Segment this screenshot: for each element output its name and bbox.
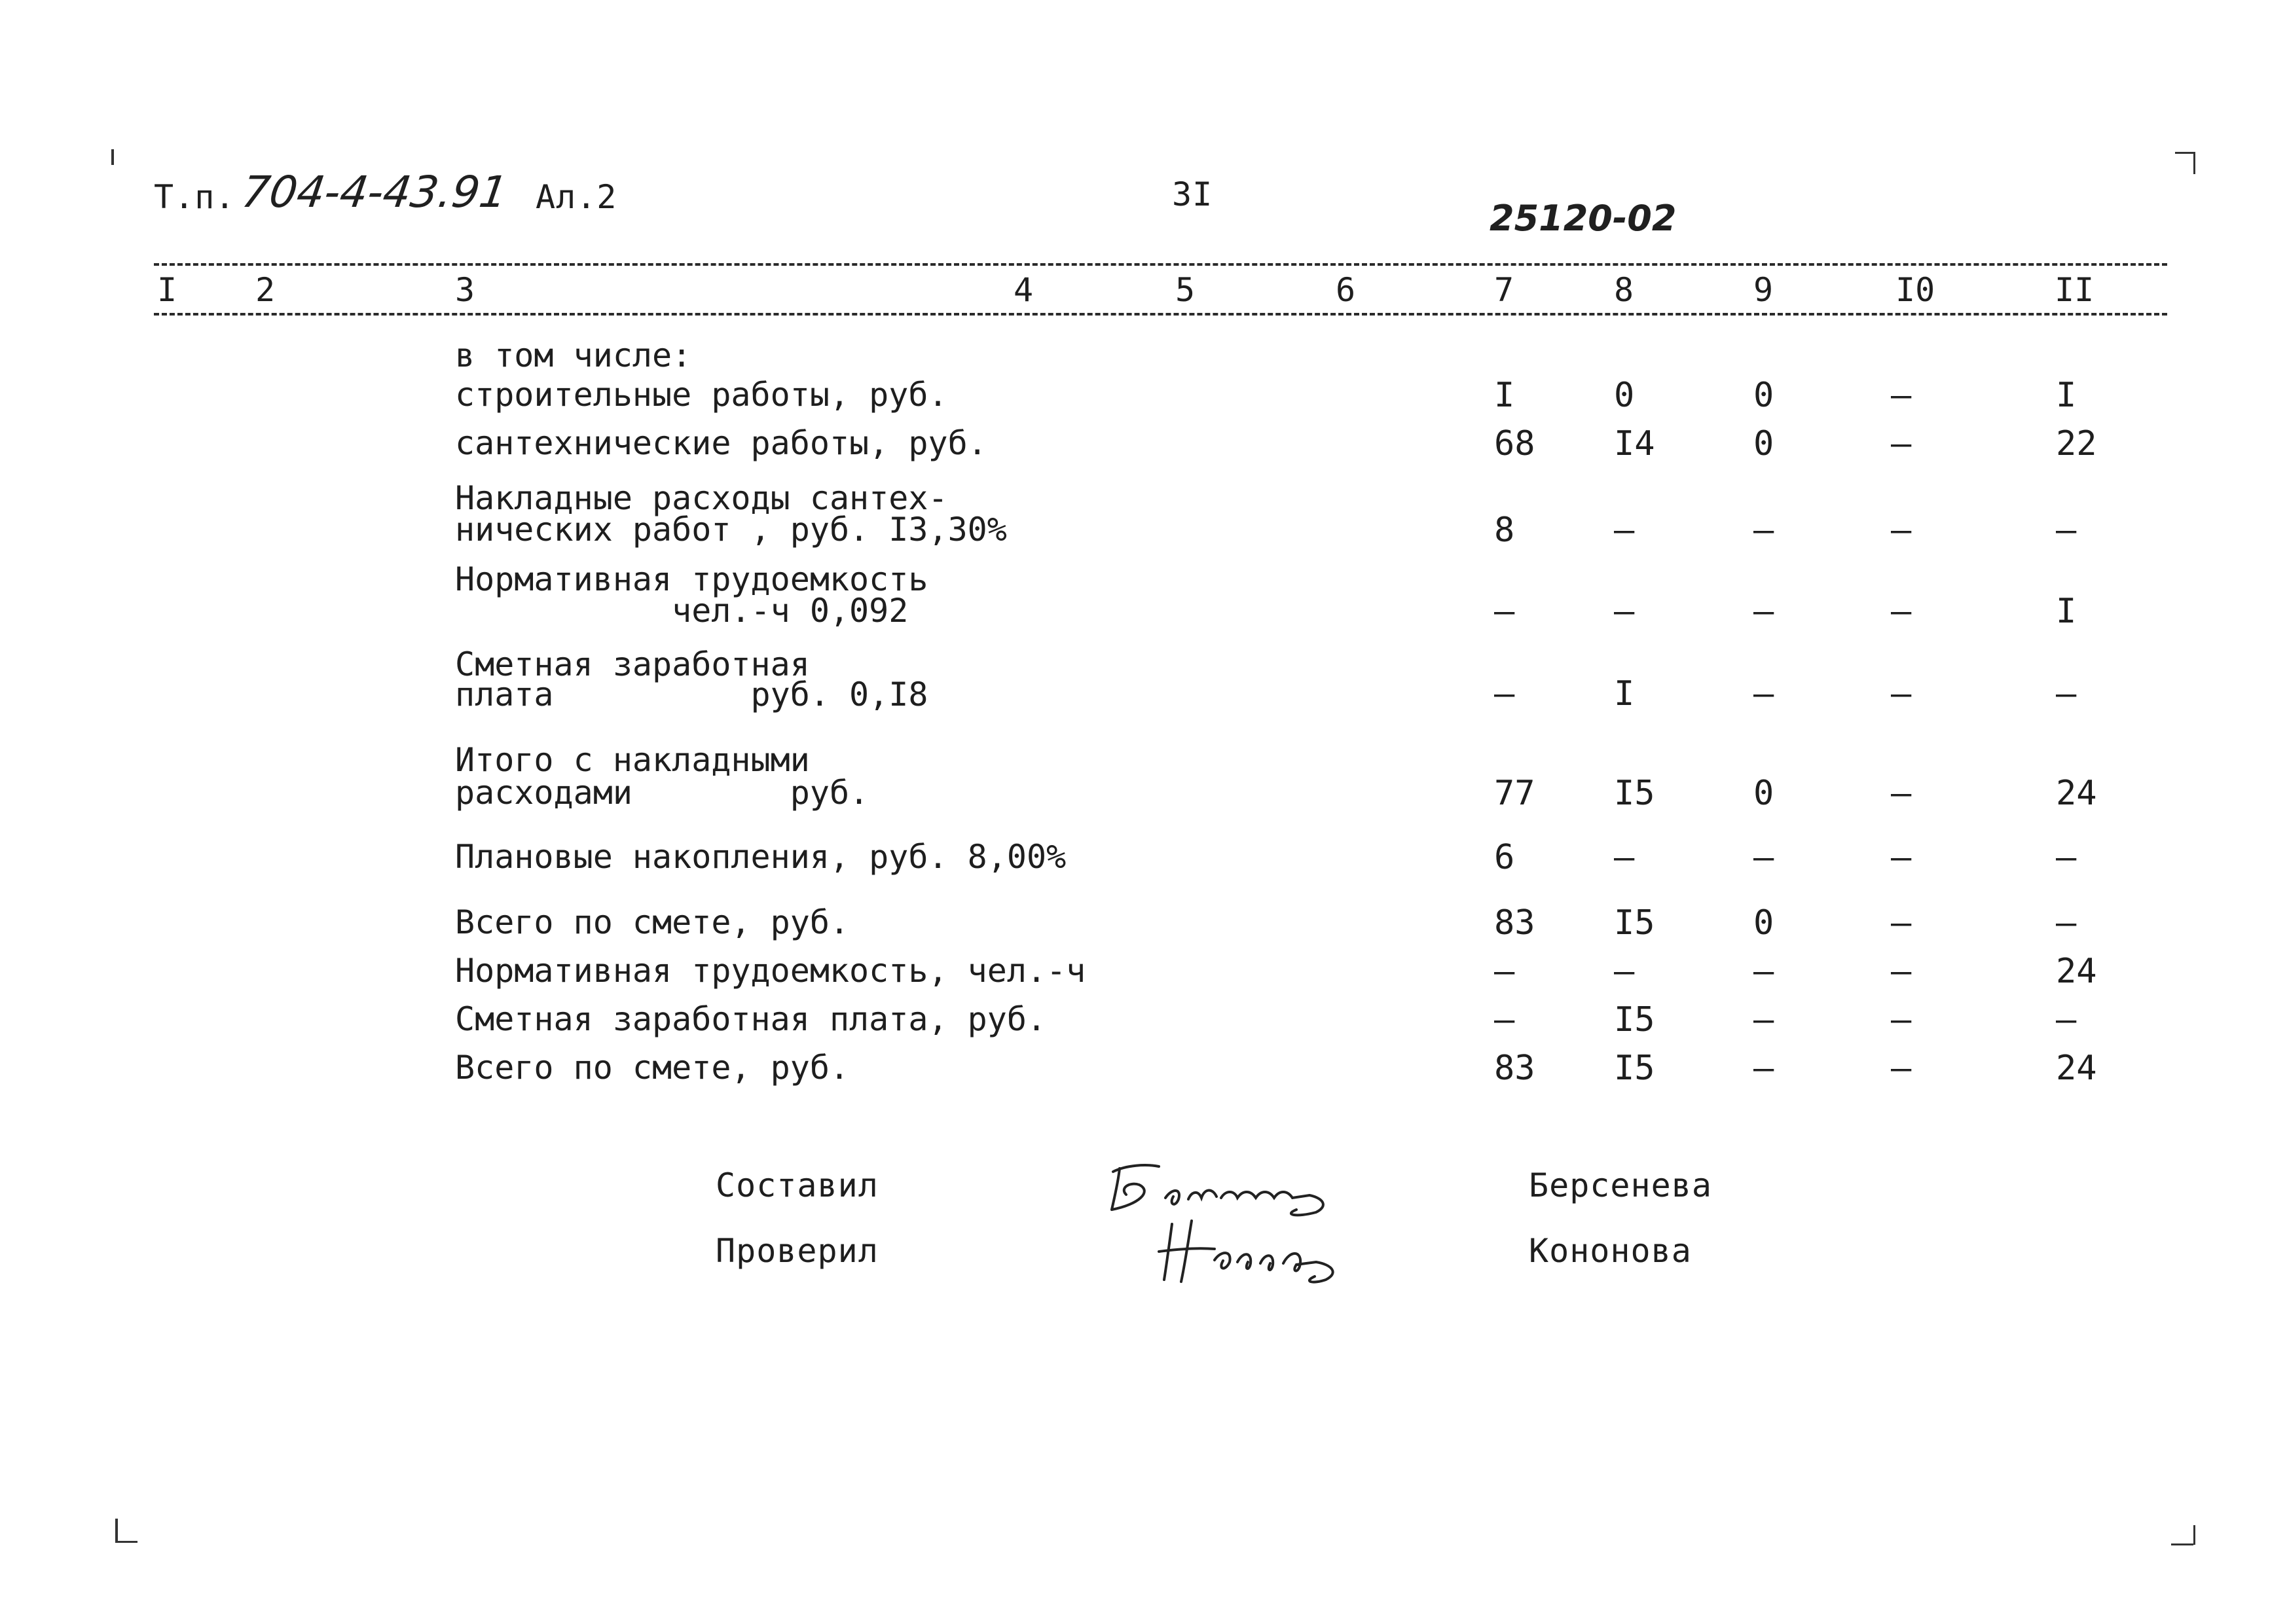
row-label: Итого с накладными <box>455 741 810 779</box>
cell-col8: – <box>1614 952 1635 991</box>
row-label: Сметная заработная <box>455 645 810 683</box>
row-label: Накладные расходы сантех- <box>455 479 948 517</box>
cell-col10: – <box>1891 1049 1912 1088</box>
cell-col7: – <box>1494 592 1515 631</box>
cell-col10: – <box>1891 838 1912 877</box>
row-label: Нормативная трудоемкость <box>455 560 928 598</box>
row-label-line2: расходами руб. <box>455 774 869 812</box>
row-label: Плановые накопления, руб. 8,00% <box>455 838 1067 876</box>
column-header-11: II <box>2055 271 2095 309</box>
cell-col8: I5 <box>1614 774 1655 813</box>
checked-signature <box>1152 1211 1375 1290</box>
tp-prefix: Т.п. <box>154 178 236 216</box>
column-header-6: 6 <box>1336 271 1356 309</box>
cell-col11: – <box>2056 903 2077 943</box>
cell-col10: – <box>1891 424 1912 463</box>
cell-col10: – <box>1891 774 1912 813</box>
compiled-label: Составил <box>716 1166 879 1204</box>
column-header-8: 8 <box>1614 271 1634 309</box>
compiled-name: Берсенева <box>1529 1166 1712 1204</box>
column-header-5: 5 <box>1175 271 1196 309</box>
cell-col9: – <box>1753 674 1774 713</box>
corner-mark-top-right-v <box>2193 152 2195 174</box>
column-header-7: 7 <box>1494 271 1514 309</box>
cell-col8: I5 <box>1614 1000 1655 1039</box>
header-top-rule <box>154 263 2167 266</box>
cell-col7: 68 <box>1494 424 1535 463</box>
cell-col9: 0 <box>1753 774 1774 813</box>
column-header-2: 2 <box>255 271 276 309</box>
cell-col9: – <box>1753 511 1774 550</box>
corner-mark-bottom-right <box>2193 1525 2195 1545</box>
row-label-line2: плата руб. 0,I8 <box>455 676 928 713</box>
cell-col7: 83 <box>1494 1049 1535 1088</box>
album-label: Ал.2 <box>536 178 617 216</box>
cell-col8: I <box>1614 674 1635 713</box>
cell-col11: 24 <box>2056 952 2097 991</box>
column-header-4: 4 <box>1014 271 1034 309</box>
cell-col11: I <box>2056 376 2077 415</box>
row-label: Сметная заработная плата, руб. <box>455 1000 1047 1038</box>
cell-col10: – <box>1891 511 1912 550</box>
cell-col9: – <box>1753 952 1774 991</box>
cell-col10: – <box>1891 376 1912 415</box>
cell-col8: – <box>1614 592 1635 631</box>
cell-col10: – <box>1891 592 1912 631</box>
cell-col7: – <box>1494 952 1515 991</box>
corner-mark-bottom-right-h <box>2171 1543 2193 1545</box>
column-header-3: 3 <box>455 271 475 309</box>
cell-col8: I5 <box>1614 903 1655 943</box>
cell-col11: – <box>2056 838 2077 877</box>
tp-number: 704-4-43.91 <box>238 167 511 217</box>
cell-col10: – <box>1891 903 1912 943</box>
cell-col7: 6 <box>1494 838 1515 877</box>
column-header-1: I <box>157 271 177 309</box>
row-label: Нормативная трудоемкость, чел.-ч <box>455 952 1086 990</box>
cell-col10: – <box>1891 674 1912 713</box>
cell-col11: 22 <box>2056 424 2097 463</box>
cell-col11: – <box>2056 511 2077 550</box>
cell-col7: I <box>1494 376 1515 415</box>
corner-mark-bottom-left <box>115 1519 118 1541</box>
corner-mark-top-left <box>111 149 114 165</box>
cell-col9: 0 <box>1753 903 1774 943</box>
page-number: 3I <box>1172 175 1213 213</box>
cell-col9: – <box>1753 1000 1774 1039</box>
column-header-9: 9 <box>1753 271 1774 309</box>
row-label: в том числе: <box>455 336 692 374</box>
header-bottom-rule <box>154 313 2167 316</box>
corner-mark-bottom-left-h <box>115 1541 137 1543</box>
row-label: Всего по смете, руб. <box>455 1049 850 1087</box>
row-label-line2: чел.-ч 0,092 <box>455 592 909 630</box>
checked-label: Проверил <box>716 1232 879 1270</box>
cell-col11: – <box>2056 1000 2077 1039</box>
column-header-10: I0 <box>1895 271 1935 309</box>
cell-col9: 0 <box>1753 376 1774 415</box>
cell-col7: 8 <box>1494 511 1515 550</box>
cell-col9: – <box>1753 1049 1774 1088</box>
cell-col8: – <box>1614 838 1635 877</box>
cell-col10: – <box>1891 1000 1912 1039</box>
cell-col9: 0 <box>1753 424 1774 463</box>
cell-col7: 77 <box>1494 774 1535 813</box>
corner-mark-top-right <box>2175 152 2193 154</box>
row-label-line2: нических работ , руб. I3,30% <box>455 511 1007 549</box>
cell-col8: 0 <box>1614 376 1635 415</box>
row-label: Всего по смете, руб. <box>455 903 850 941</box>
cell-col11: I <box>2056 592 2077 631</box>
cell-col11: – <box>2056 674 2077 713</box>
cell-col7: – <box>1494 1000 1515 1039</box>
row-label: строительные работы, руб. <box>455 376 948 414</box>
row-label: сантехнические работы, руб. <box>455 424 987 462</box>
cell-col7: – <box>1494 674 1515 713</box>
cell-col9: – <box>1753 838 1774 877</box>
doc-code: 25120-02 <box>1490 198 1677 239</box>
checked-name: Кононова <box>1529 1232 1692 1270</box>
cell-col11: 24 <box>2056 1049 2097 1088</box>
cell-col9: – <box>1753 592 1774 631</box>
cell-col8: I5 <box>1614 1049 1655 1088</box>
cell-col11: 24 <box>2056 774 2097 813</box>
cell-col7: 83 <box>1494 903 1535 943</box>
cell-col8: I4 <box>1614 424 1655 463</box>
cell-col10: – <box>1891 952 1912 991</box>
cell-col8: – <box>1614 511 1635 550</box>
